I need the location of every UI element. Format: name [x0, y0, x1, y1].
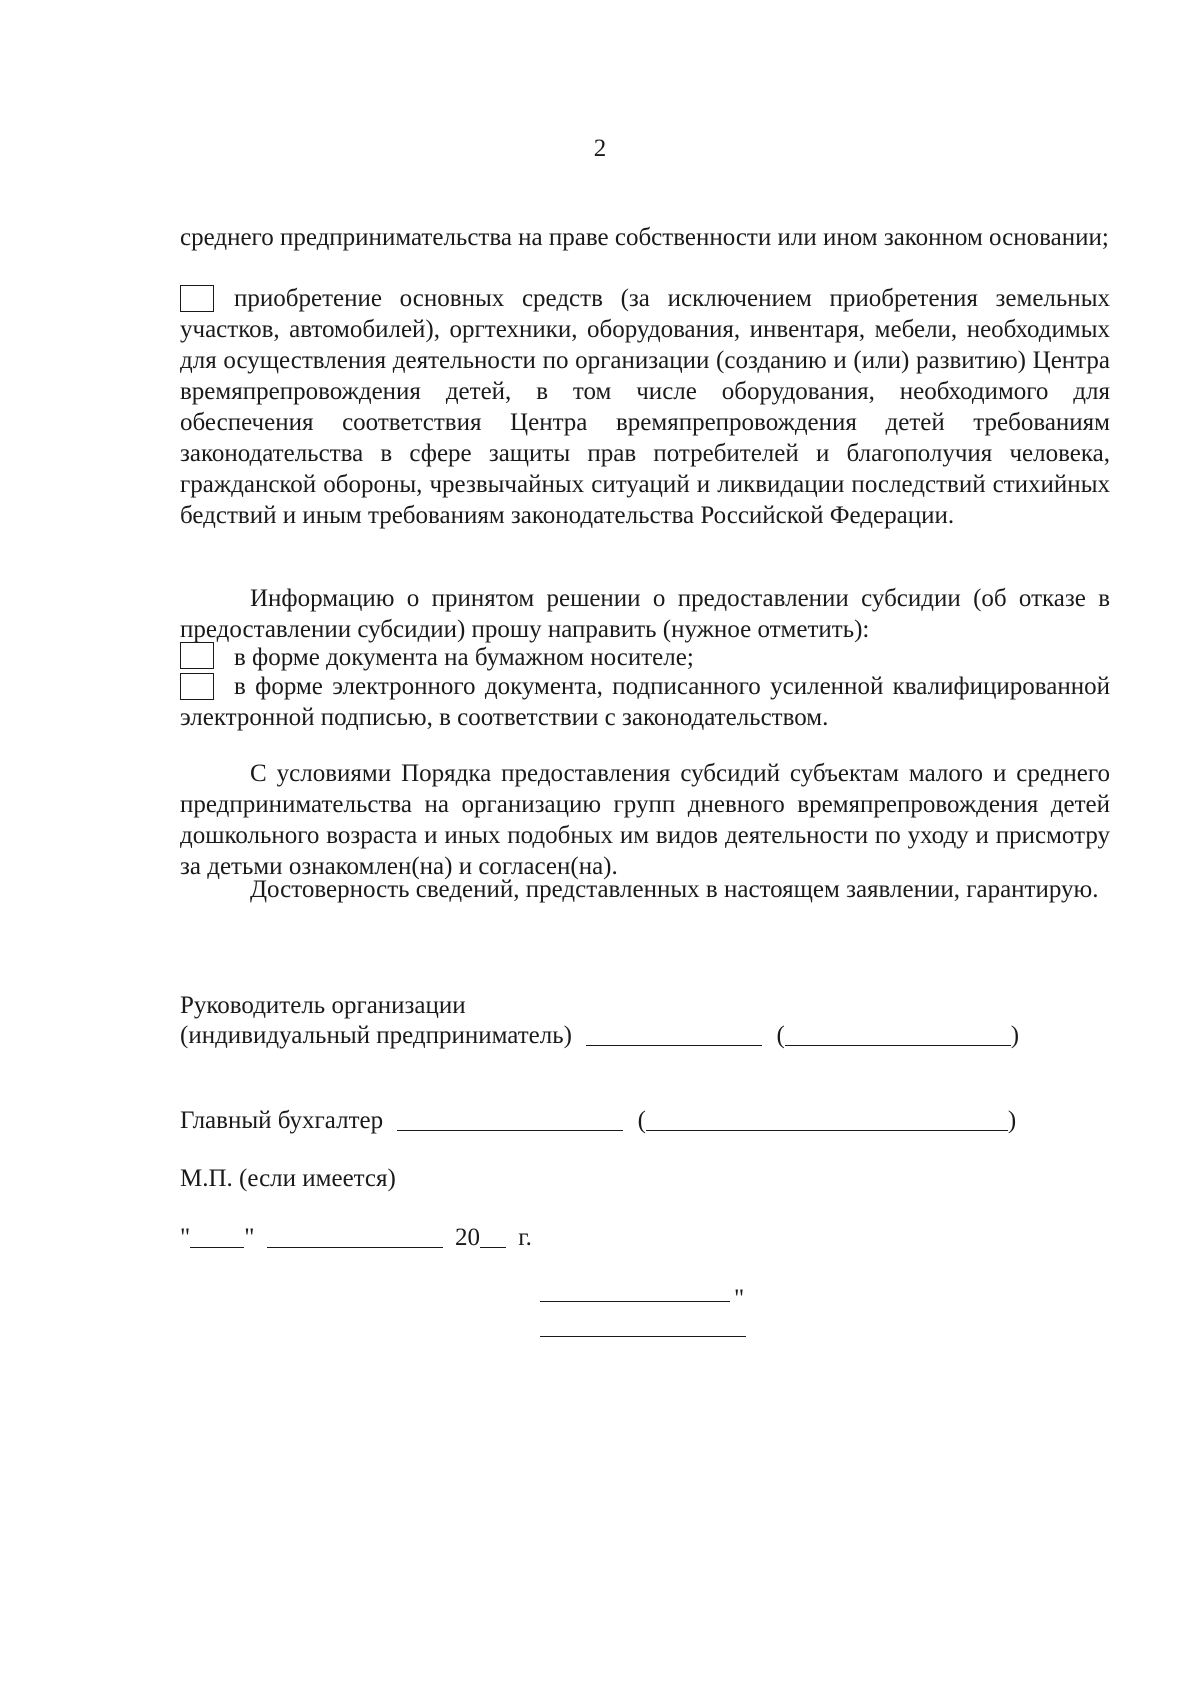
seal-label: [180, 1163, 396, 1194]
seal-text: М.П. (если имеется): [180, 1165, 396, 1192]
delivery-intro-text: Информацию о принятом решении о предоставлении субсидии (об отказе в предоставлении субсидии) прошу направить (нужное отметить):: [180, 585, 1110, 643]
date-day-field[interactable]: [190, 1225, 244, 1248]
accountant-close-paren: ): [1007, 1107, 1017, 1134]
continuation-paragraph: [180, 222, 1110, 253]
date-open-quote: ": [180, 1224, 191, 1251]
conditions-paragraph: [180, 758, 1110, 882]
delivery-option-paper: [180, 642, 1110, 673]
page-number: 2: [593, 135, 607, 162]
head-close-paren: ): [1010, 1022, 1020, 1049]
date-month-field[interactable]: [267, 1225, 443, 1248]
paper-option-text: в форме документа на бумажном носителе;: [234, 644, 694, 671]
date-year-prefix: 20: [454, 1224, 480, 1251]
reliability-text: Достоверность сведений, представленных в настоящем заявлении, гарантирую.: [250, 876, 1099, 903]
accountant-name-field[interactable]: [646, 1108, 1008, 1131]
closing-line-upper: [540, 1301, 730, 1302]
head-title-line2: (индивидуальный предприниматель): [180, 1022, 572, 1049]
delivery-intro-paragraph: [180, 583, 1110, 645]
date-year-suffix: г.: [518, 1224, 532, 1251]
closing-line-lower: [540, 1336, 746, 1337]
continuation-text: среднего предпринимательства на праве собственности или ином законном основании;: [180, 224, 1109, 251]
date-row: [180, 1222, 532, 1253]
fixed-assets-text: приобретение основных средств (за исключением приобретения земельных участков, автомобилей), оргтехники, оборудования, инвентаря, мебели, необходимых для осуществления деятельности по организации (созданию и (или) развитию) Центра времяпрепровождения детей, в том числе оборудования, необходимого для обеспечения соответствия Центра времяпрепровождения детей требованиям законодательства в сфере защиты прав потребителей и благополучия человека, гражданской обороны, чрезвычайных ситуаций и ликвидации последствий стихийных бедствий и иным требованиям законодательства Российской Федерации.: [180, 285, 1110, 529]
electronic-checkbox[interactable]: [180, 673, 214, 700]
fixed-assets-checkbox[interactable]: [180, 285, 214, 312]
head-name-field[interactable]: [785, 1023, 1011, 1046]
accountant-signature-field[interactable]: [397, 1108, 623, 1131]
delivery-option-electronic: [180, 671, 1110, 733]
accountant-signature-row: [180, 1105, 1016, 1136]
accountant-open-paren: (: [637, 1107, 646, 1134]
closing-quote: ": [734, 1285, 745, 1312]
date-year-field[interactable]: [480, 1225, 506, 1248]
electronic-option-text: в форме электронного документа, подписанного усиленной квалифицированной электронной подписью, в соответствии с законодательством.: [180, 673, 1110, 731]
head-signature-row: [180, 1020, 1019, 1051]
head-signature-field[interactable]: [586, 1023, 762, 1046]
head-title-line1: Руководитель организации: [180, 992, 466, 1019]
date-close-quote: ": [244, 1224, 255, 1251]
head-signature-title: [180, 990, 466, 1021]
reliability-paragraph: [180, 874, 1110, 905]
accountant-title: Главный бухгалтер: [180, 1107, 384, 1134]
paper-checkbox[interactable]: [180, 642, 214, 669]
head-open-paren: (: [776, 1022, 785, 1049]
conditions-text: С условиями Порядка предоставления субсидий субъектам малого и среднего предпринимательства на организацию групп дневного времяпрепровождения детей дошкольного возраста и иных подобных им видов деятельности по уходу и присмотру за детьми ознакомлен(на) и согласен(на).: [180, 760, 1110, 880]
option-fixed-assets: [180, 283, 1110, 531]
